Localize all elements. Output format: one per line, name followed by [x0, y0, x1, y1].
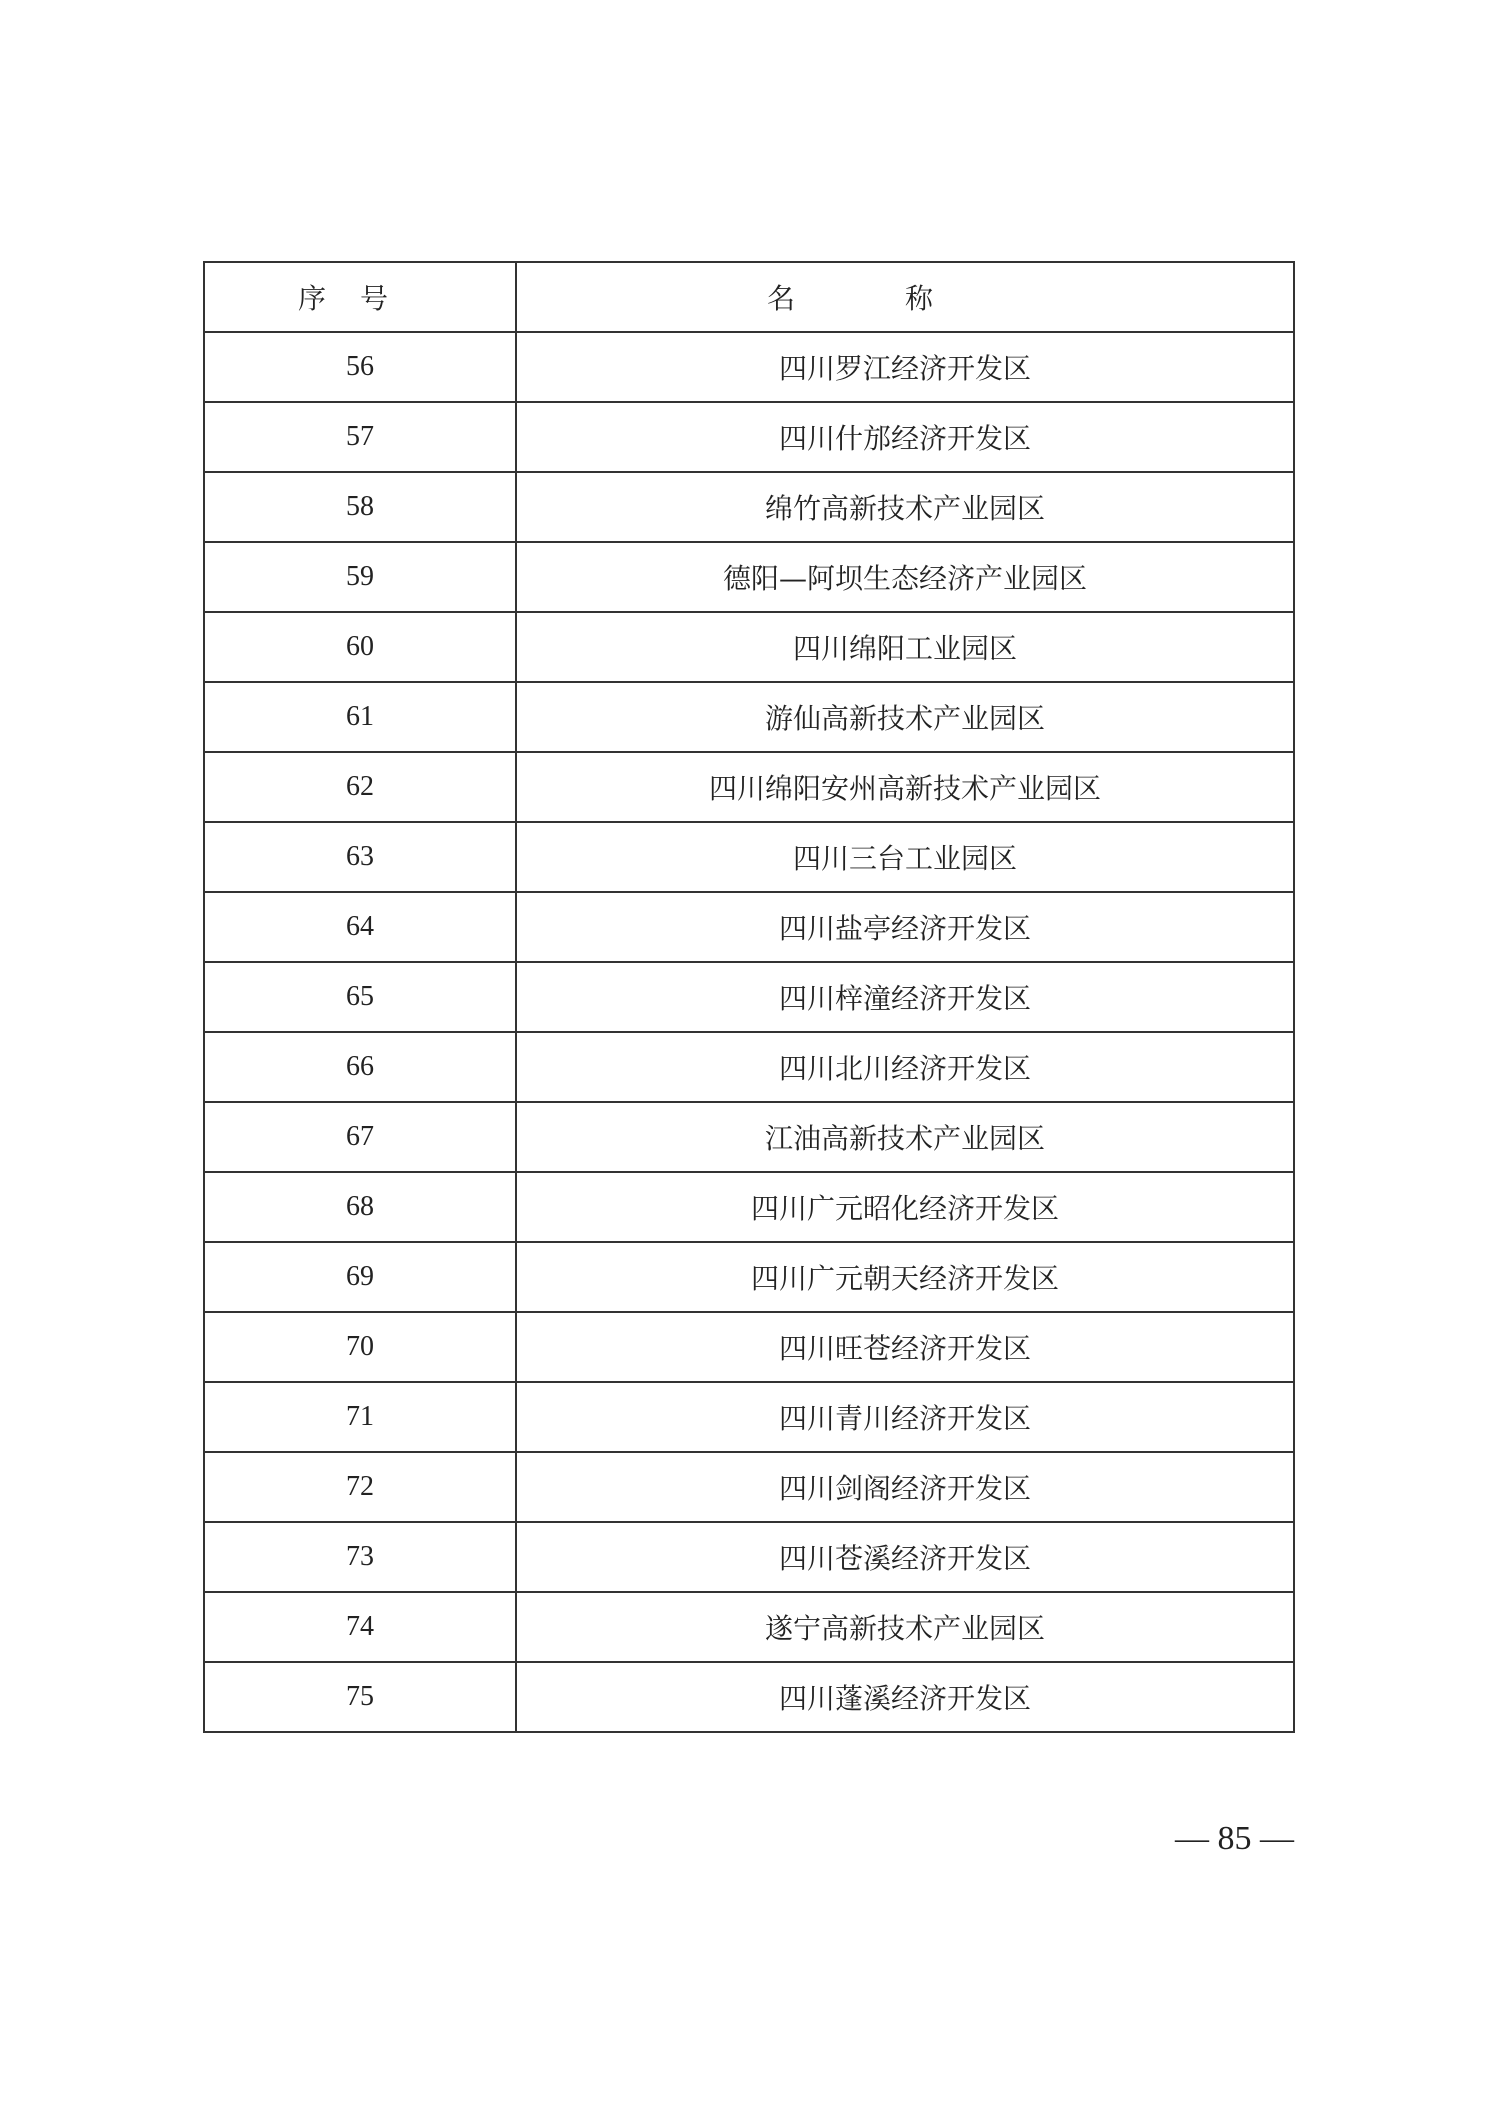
- row-name: 遂宁高新技术产业园区: [516, 1592, 1294, 1662]
- table-row: [204, 402, 1294, 472]
- table-row: [204, 1102, 1294, 1172]
- row-name: 四川广元昭化经济开发区: [516, 1172, 1294, 1242]
- table-row: [204, 752, 1294, 822]
- table-row: [204, 472, 1294, 542]
- table-row: [204, 1172, 1294, 1242]
- table-row: [204, 612, 1294, 682]
- row-name: 四川绵阳工业园区: [516, 612, 1294, 682]
- row-seq: 67: [204, 1102, 516, 1172]
- table-row: [204, 1452, 1294, 1522]
- row-name: 四川旺苍经济开发区: [516, 1312, 1294, 1382]
- row-name: 德阳—阿坝生态经济产业园区: [516, 542, 1294, 612]
- header-name: 名称: [516, 262, 1294, 332]
- table-row: [204, 542, 1294, 612]
- table-body: [204, 332, 1294, 1732]
- row-name: 四川三台工业园区: [516, 822, 1294, 892]
- page-number: — 85 —: [1175, 1820, 1294, 1857]
- row-seq: 59: [204, 542, 516, 612]
- row-name: 四川北川经济开发区: [516, 1032, 1294, 1102]
- row-seq: 75: [204, 1662, 516, 1732]
- row-seq: 71: [204, 1382, 516, 1452]
- row-name: 四川苍溪经济开发区: [516, 1522, 1294, 1592]
- row-seq: 62: [204, 752, 516, 822]
- table-row: [204, 682, 1294, 752]
- row-seq: 65: [204, 962, 516, 1032]
- table-row: [204, 1242, 1294, 1312]
- row-seq: 72: [204, 1452, 516, 1522]
- row-name: 四川蓬溪经济开发区: [516, 1662, 1294, 1732]
- row-seq: 70: [204, 1312, 516, 1382]
- table-row: [204, 1382, 1294, 1452]
- row-name: 四川青川经济开发区: [516, 1382, 1294, 1452]
- row-name: 绵竹高新技术产业园区: [516, 472, 1294, 542]
- row-seq: 61: [204, 682, 516, 752]
- row-seq: 60: [204, 612, 516, 682]
- row-name: 四川什邡经济开发区: [516, 402, 1294, 472]
- row-name: 四川罗江经济开发区: [516, 332, 1294, 402]
- row-name: 四川剑阁经济开发区: [516, 1452, 1294, 1522]
- row-seq: 68: [204, 1172, 516, 1242]
- header-seq: 序号: [204, 262, 516, 332]
- table-row: [204, 332, 1294, 402]
- row-seq: 57: [204, 402, 516, 472]
- row-seq: 74: [204, 1592, 516, 1662]
- row-name: 江油高新技术产业园区: [516, 1102, 1294, 1172]
- row-seq: 58: [204, 472, 516, 542]
- table-row: [204, 1592, 1294, 1662]
- row-name: 四川盐亭经济开发区: [516, 892, 1294, 962]
- table-row: [204, 822, 1294, 892]
- table-header-row: [204, 262, 1294, 332]
- row-name: 四川广元朝天经济开发区: [516, 1242, 1294, 1312]
- row-name: 游仙高新技术产业园区: [516, 682, 1294, 752]
- table-row: [204, 1032, 1294, 1102]
- table-row: [204, 892, 1294, 962]
- row-seq: 63: [204, 822, 516, 892]
- row-seq: 73: [204, 1522, 516, 1592]
- row-seq: 66: [204, 1032, 516, 1102]
- row-seq: 56: [204, 332, 516, 402]
- row-seq: 64: [204, 892, 516, 962]
- table-row: [204, 1312, 1294, 1382]
- table-row: [204, 1522, 1294, 1592]
- table-row: [204, 1662, 1294, 1732]
- row-seq: 69: [204, 1242, 516, 1312]
- zones-table: [203, 261, 1295, 1733]
- table-row: [204, 962, 1294, 1032]
- row-name: 四川绵阳安州高新技术产业园区: [516, 752, 1294, 822]
- row-name: 四川梓潼经济开发区: [516, 962, 1294, 1032]
